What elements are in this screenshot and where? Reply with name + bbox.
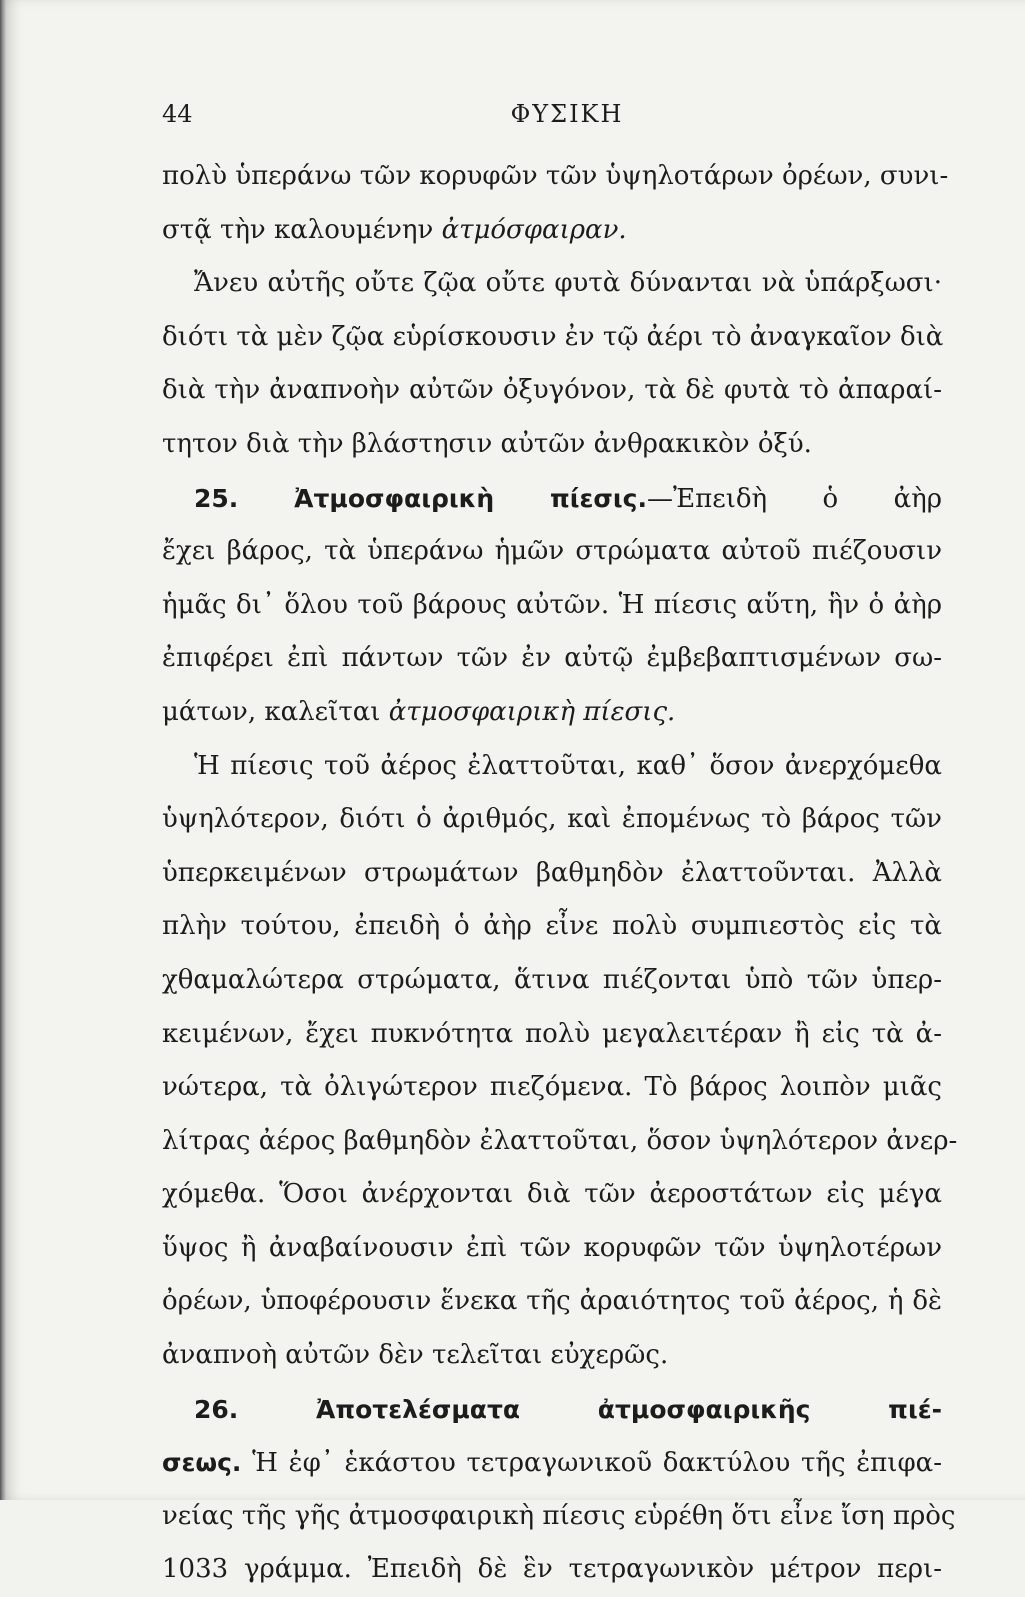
text-line: ἡμᾶς δι᾽ ὅλου τοῦ βάρους αὐτῶν. Ἡ πίεσις αὕτη, ἣν ὁ ἀὴρ: [162, 589, 942, 620]
page-spine-shadow: [0, 0, 6, 1500]
text-line: [162, 686, 942, 740]
text-run: Ἡ ἐφ᾽ ἑκάστου τετραγωνικοῦ δακτύλου τῆς ἐπιφα-: [252, 1448, 942, 1479]
text-line: διότι τὰ μὲν ζῷα εὑρίσκουσιν ἐν τῷ ἀέρι τὸ ἀναγκαῖον διὰ: [162, 321, 944, 352]
text-line: κειμένων, ἔχει πυκνότητα πολὺ μεγαλειτέραν ἢ εἰς τὰ ἀ-: [162, 1018, 942, 1049]
running-head: [162, 100, 942, 140]
section-heading-line: [162, 1436, 942, 1490]
text-line: ἀναπνοὴ αὐτῶν δὲν τελεῖται εὐχερῶς.: [162, 1340, 669, 1371]
italic-term: ἀτμοσφαιρικὴ πίεσις.: [388, 696, 676, 727]
running-title: ΦΥΣΙΚΗ: [510, 100, 624, 128]
text-line: πολὺ ὑπεράνω τῶν κορυφῶν τῶν ὑψηλοτάρων ὀρέων, συνι-: [162, 161, 949, 191]
text-line: ἔχει βάρος, τὰ ὑπεράνω ἡμῶν στρώματα αὐτοῦ πιέζουσιν: [162, 536, 942, 567]
text-line: ὀρέων, ὑποφέρουσιν ἕνεκα τῆς ἀραιότητος τοῦ ἀέρος, ἡ δὲ: [162, 1286, 942, 1317]
text-line: πλὴν τούτου, ἐπειδὴ ὁ ἀὴρ εἶνε πολὺ συμπιεστὸς εἰς τὰ: [162, 911, 942, 942]
section-heading-line: [162, 1383, 942, 1437]
text-line: λίτρας ἀέρος βαθμηδὸν ἐλαττοῦται, ὅσον ὑψηλότερον ἀνερ-: [162, 1125, 958, 1156]
text-line: Ἄνευ αὐτῆς οὔτε ζῷα οὔτε φυτὰ δύνανται νὰ ὑπάρξωσι·: [194, 268, 942, 299]
section-heading-26-cont: σεως.: [162, 1448, 242, 1478]
body-text: [162, 150, 958, 1597]
text-line: ἐπιφέρει ἐπὶ πάντων τῶν ἐν αὐτῷ ἐμβεβαπτισμένων σω-: [162, 643, 942, 674]
text-run: —Ἐπειδὴ ὁ ἀὴρ: [646, 483, 942, 514]
section-heading-25: 25. Ἀτμοσφαιρικὴ πίεσις.: [194, 483, 647, 513]
section-heading-line: [162, 472, 942, 526]
text-line: Ἡ πίεσις τοῦ ἀέρος ἐλαττοῦται, καθ᾽ ὅσον ἀνερχόμεθα: [194, 750, 942, 781]
text-line: ὑψηλότερον, διότι ὁ ἀριθμός, καὶ ἐπομένως τὸ βάρος τῶν: [162, 804, 942, 835]
italic-term: ἀτμόσφαιραν.: [441, 214, 627, 245]
page-number: 44: [162, 100, 193, 128]
text-line: χόμεθα. Ὅσοι ἀνέρχονται διὰ τῶν ἀεροστάτων εἰς μέγα: [162, 1179, 942, 1210]
text-line: 1033 γράμμα. Ἐπειδὴ δὲ ἓν τετραγωνικὸν μέτρον περι-: [162, 1554, 942, 1585]
text-line: ὕψος ἢ ἀναβαίνουσιν ἐπὶ τῶν κορυφῶν τῶν ὑψηλοτέρων: [162, 1232, 942, 1263]
text-line: χθαμαλώτερα στρώματα, ἅτινα πιέζονται ὑπὸ τῶν ὑπερ-: [162, 964, 942, 995]
text-line: νείας τῆς γῆς ἀτμοσφαιρικὴ πίεσις εὑρέθη ὅτι εἶνε ἴση πρὸς: [162, 1500, 956, 1531]
text-line: ὑπερκειμένων στρωμάτων βαθμηδὸν ἐλαττοῦνται. Ἀλλὰ: [162, 857, 942, 888]
text-line: νώτερα, τὰ ὀλιγώτερον πιεζόμενα. Τὸ βάρος λοιπὸν μιᾶς: [162, 1072, 942, 1103]
text-line: διὰ τὴν ἀναπνοὴν αὐτῶν ὀξυγόνον, τὰ δὲ φυτὰ τὸ ἀπαραί-: [162, 375, 942, 406]
text-run: μάτων, καλεῖται: [162, 696, 389, 727]
text-line: [162, 204, 942, 258]
text-line: τητον διὰ τὴν βλάστησιν αὐτῶν ἀνθρακικὸν ὀξύ.: [162, 428, 812, 459]
section-heading-26: 26. Ἀποτελέσματα ἀτμοσφαιρικῆς πιέ-: [194, 1394, 942, 1424]
text-run: στᾷ τὴν καλουμένην: [162, 214, 442, 245]
